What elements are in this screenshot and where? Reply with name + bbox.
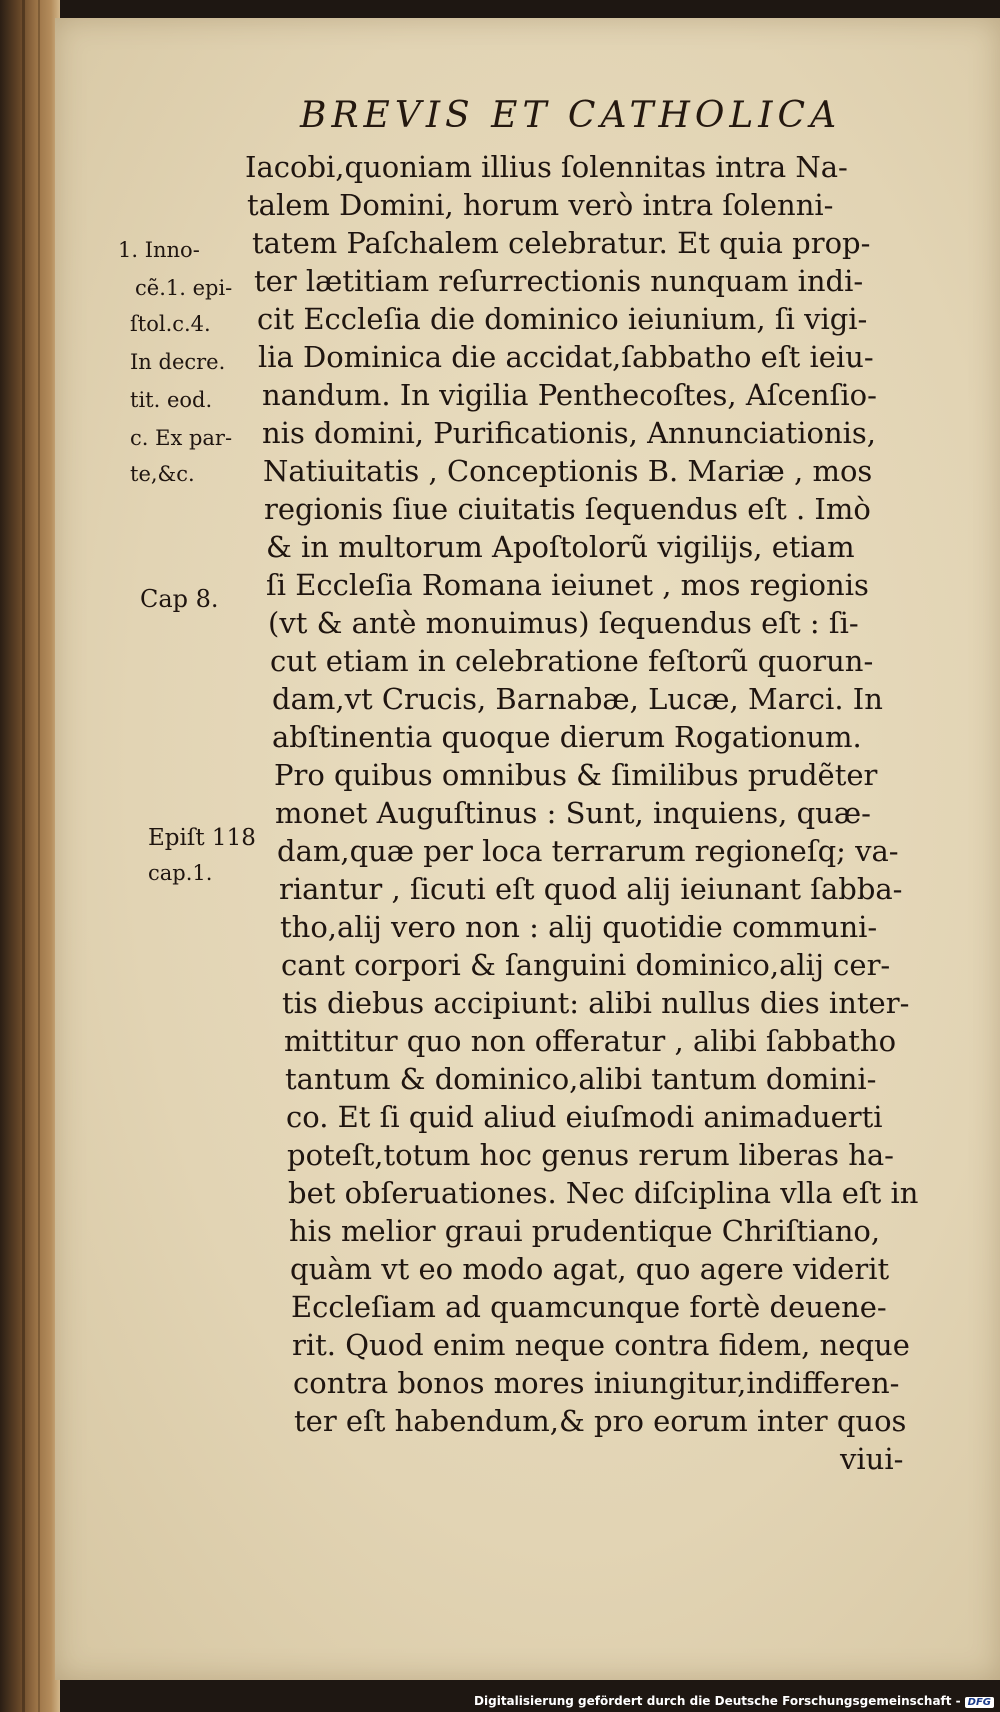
text-line: riantur , ſicuti eſt quod alij ieiunant ſabba- xyxy=(279,872,903,906)
running-title: BREVIS ET CATHOLICA xyxy=(300,95,842,136)
marginal-note: c. Ex par- xyxy=(130,426,233,450)
book-spine xyxy=(0,0,60,1712)
text-line: tantum & dominico,alibi tantum domini- xyxy=(285,1062,877,1096)
text-line: (vt & antè monuimus) ſequendus eſt : ſi- xyxy=(268,606,859,640)
text-line: nandum. In vigilia Penthecoſtes, Aſcenſio- xyxy=(262,378,877,412)
text-line: & in multorum Apoſtolorũ vigilijs, etiam xyxy=(266,530,855,564)
digitization-credit xyxy=(474,1694,994,1708)
text-line: Eccleſiam ad quamcunque fortè deuene- xyxy=(291,1290,887,1324)
text-line: lia Dominica die accidat,ſabbatho eſt ieiu- xyxy=(258,340,874,374)
text-line: quàm vt eo modo agat, quo agere viderit xyxy=(290,1252,890,1286)
marginal-note: 1. Inno- xyxy=(118,238,200,262)
text-line: rit. Quod enim neque contra fidem, neque xyxy=(292,1328,910,1362)
spine-edge-inner xyxy=(38,0,40,1712)
text-line: monet Auguſtinus : Sunt, inquiens, quæ- xyxy=(275,796,871,830)
text-line: poteſt,totum hoc genus rerum liberas ha- xyxy=(287,1138,894,1172)
text-line: abſtinentia quoque dierum Rogationum. xyxy=(272,720,862,754)
text-line: tatem Paſchalem celebratur. Et quia prop- xyxy=(252,226,871,260)
text-line: Iacobi,quoniam illius ſolennitas intra Na- xyxy=(245,150,848,184)
marginal-note: In decre. xyxy=(130,350,226,374)
text-line: talem Domini, horum verò intra ſolenni- xyxy=(247,188,834,222)
text-line: dam,vt Crucis, Barnabæ, Lucæ, Marci. In xyxy=(272,682,883,716)
marginal-note: tit. eod. xyxy=(130,388,213,412)
text-line: cut etiam in celebratione feſtorũ quorun- xyxy=(270,644,874,678)
credit-text: Digitalisierung gefördert durch die Deutsche Forschungsgemeinschaft - xyxy=(474,1694,961,1708)
text-line: dam,quæ per loca terrarum regioneſq; va- xyxy=(277,834,899,868)
marginal-note: te,&c. xyxy=(130,462,195,486)
marginal-note: cẽ.1. epi- xyxy=(135,276,233,300)
marginal-note: ſtol.c.4. xyxy=(130,312,211,336)
text-line: mittitur quo non offeratur , alibi ſabbatho xyxy=(284,1024,897,1058)
text-line: tho,alij vero non : alij quotidie communi- xyxy=(280,910,878,944)
text-line: cit Eccleſia die dominico ieiunium, ſi vigi- xyxy=(257,302,868,336)
text-line: bet obſeruationes. Nec diſciplina vlla eſt in xyxy=(288,1176,919,1210)
marginal-note: Epiſt 118 xyxy=(148,825,256,851)
text-line: Pro quibus omnibus & ſimilibus prudẽter xyxy=(274,758,878,792)
text-line: ter eſt habendum,& pro eorum inter quos xyxy=(294,1404,907,1438)
text-line: ter lætitiam reſurrectionis nunquam indi- xyxy=(254,264,864,298)
marginal-note: cap.1. xyxy=(148,861,213,885)
marginal-note: Cap 8. xyxy=(140,585,219,613)
text-line: regionis ſiue ciuitatis ſequendus eſt . Imò xyxy=(264,492,871,526)
spine-edge xyxy=(22,0,25,1712)
text-line: contra bonos mores iniungitur,indifferen- xyxy=(293,1366,900,1400)
text-line: ſi Eccleſia Romana ieiunet , mos regionis xyxy=(266,568,869,602)
text-line: his melior graui prudentique Chriſtiano, xyxy=(289,1214,881,1248)
dfg-logo: DFG xyxy=(965,1697,994,1708)
catchword: viui- xyxy=(840,1442,904,1476)
text-line: tis diebus accipiunt: alibi nullus dies inter- xyxy=(282,986,910,1020)
text-line: co. Et ſi quid aliud eiuſmodi animaduerti xyxy=(286,1100,883,1134)
text-line: Natiuitatis , Conceptionis B. Mariæ , mos xyxy=(263,454,873,488)
text-line: cant corpori & ſanguini dominico,alij cer- xyxy=(281,948,891,982)
text-line: nis domini, Purificationis, Annunciationis, xyxy=(262,416,876,450)
